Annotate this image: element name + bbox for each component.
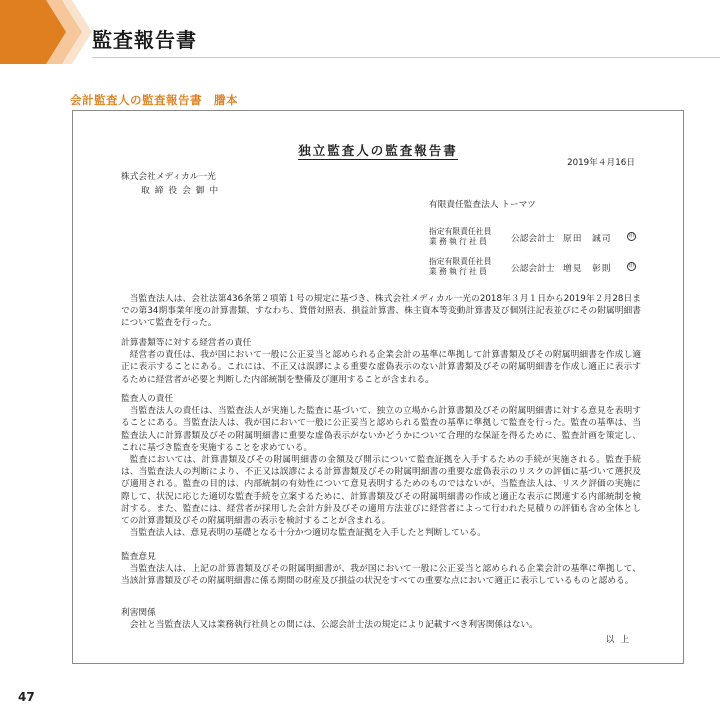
management-responsibility-section [121,337,641,386]
audit-firm-name: 有限責任監査法人 トーマツ [429,200,536,210]
closing-mark: 以上 [605,635,635,645]
addressee-company: 株式会社メディカル一光 [121,172,216,182]
paragraph: 会社と当監査法人又は業務執行社員との間には、公認会計士法の規定により記載すべき利害関係はない。 [129,620,538,631]
header-rule [92,57,720,58]
page-title: 監査報告書 [92,28,197,52]
section-subheading: 監査人の責任 [121,394,174,404]
partner-name: 原田 誠司 [563,234,612,244]
intro-paragraph: 当監査法人は、会社法第436条第２項第１号の規定に基づき、株式会社メディカル一光の2018年３月１日から2019年２月28日までの第34期事業年度の計算書類、すなわち、貸借対照表、損益計算書、株主資本等変動計算書及び個別注記表並びにその附属明細書について監査を行った。 [121,294,641,329]
partner-role: 指定有限責任社員 業務執行社員 [429,227,492,246]
audit-report-document [72,110,684,664]
seal-icon: 印 [628,233,635,239]
paragraph: 経営者の責任は、我が国において一般に公正妥当と認められる企業会計の基準に準拠して計算書類及びその附属明細書を作成し適正に表示することにある。これには、不正又は誤謬による重要な虚偽表示のない計算書類及びその附属明細書を作成し適正に表示するために経営者が必要と判断した内部統制を整備及び運用することが含まれる。 [121,350,642,385]
paragraph: 当監査法人は、上記の計算書類及びその附属明細書が、我が国において一般に公正妥当と認められる企業会計の基準に準拠して、当該計算書類及びその附属明細書に係る期間の財産及び損益の状況をすべての重要な点において適正に表示しているものと認める。 [121,564,641,587]
partner-name: 増見 彰則 [563,264,612,274]
page-header [0,0,720,64]
page-number: 47 [18,690,35,704]
partner-title: 公認会計士 [511,264,555,274]
partner-role: 指定有限責任社員 業務執行社員 [429,257,492,276]
report-date: 2019年４月16日 [567,158,635,168]
section-subheading: 計算書類等に対する経営者の責任 [121,338,252,348]
seal-icon: 印 [628,263,635,269]
paragraph: 当監査法人は、意見表明の基礎となる十分かつ適切な監査証拠を入手したと判断している。 [129,528,486,539]
report-title: 独立監査人の監査報告書 [298,143,458,158]
partner-title: 公認会計士 [511,234,555,244]
section-subheading: 監査意見 [121,552,156,562]
paragraph: 監査においては、計算書類及びその附属明細書の金額及び開示について監査証拠を入手するための手続が実施される。監査手続は、当監査法人の判断により、不正又は誤謬による計算書類及びその附属明細書の重要な虚偽表示のリスクの評価に基づいて選択及び適用される。監査の目的は、内部統制の有効性について意見表明するためのものではないが、当監査法人は、リスク評価の実施に際して、状況に応じた適切な監査手続を立案するために、計算書類及びその附属明細書の作成と適正な表示に関連する内部統制を検討する。また、監査には、経営者が採用した会計方針及びその適用方法並びに経営者によって行われた見積りの評価も含め全体としての計算書類及びその附属明細書の表示を検討することが含まれる。 [121,455,642,527]
conflict-of-interest-section [121,607,641,631]
addressee-board: 取締役会御中 [141,186,224,196]
intro-section [121,293,641,330]
auditor-responsibility-section [121,393,641,539]
audit-opinion-section [121,551,641,588]
section-subheading: 利害関係 [121,608,156,618]
section-heading: 会計監査人の監査報告書 謄本 [70,93,238,107]
paragraph: 当監査法人の責任は、当監査法人が実施した監査に基づいて、独立の立場から計算書類及びその附属明細書に対する意見を表明することにある。当監査法人は、我が国において一般に公正妥当と認められる監査の基準に準拠して監査を行った。監査の基準は、当監査法人に計算書類及びその附属明細書に重要な虚偽表示がないかどうかについて合理的な保証を得るために、監査計画を策定し、これに基づき監査を実施することを求めている。 [121,406,641,453]
